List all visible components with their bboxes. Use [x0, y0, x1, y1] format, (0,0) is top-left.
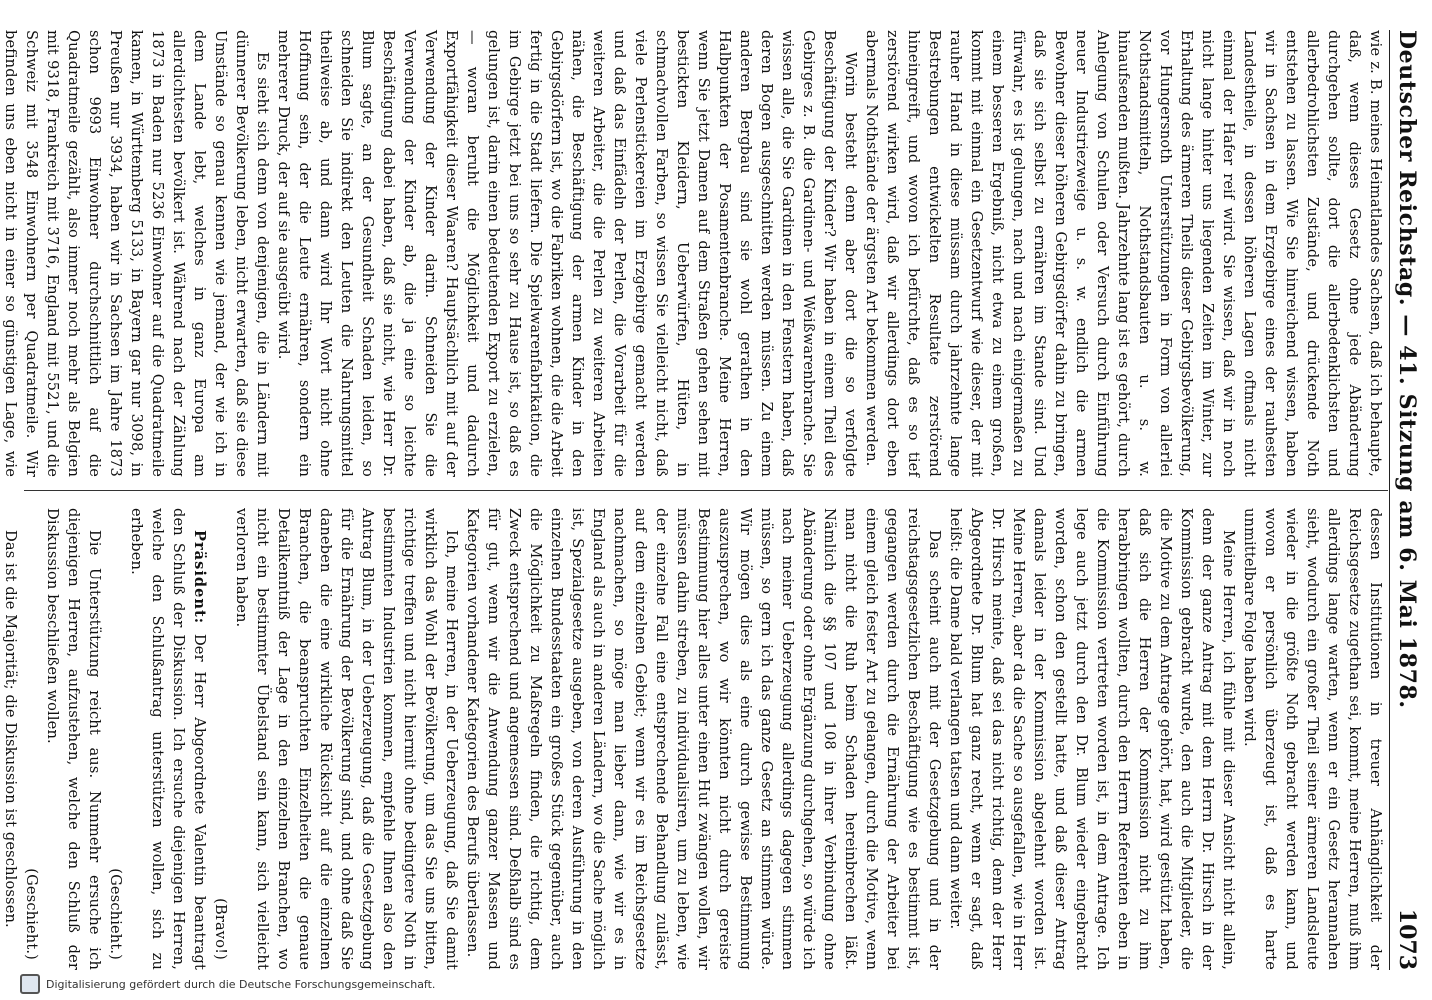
page-number: 1073 — [1394, 908, 1420, 970]
paragraph: Meine Herren, ich fühle mit dieser Ansicht nicht allein, denn der ganze Antrag mit dem Herrn Dr. Hirsch in der Kommission gebracht wurde, den auch die Mitglieder, die die Motive zu dem Antrage gehört, hat, wird gestützt haben, daß sich die Herren der Kommission nicht zu ihm herabbringen wollten, durch den Herrn Referenten eben in die Kommission vertreten worden ist, in dem Antrage. Ich lege auch jetzt durch den Dr. Blum wieder eingebracht worden, schon den gestellt hatte, und daß dieser Antrag damals leider in der Kommission abgelehnt worden ist. Meine Herren, aber da die Sache so ausgefallen, wie in Herr Dr. Hirsch meinte, daß sei das nicht richtig, denn der Herr Abgeordnete Dr. Blum hat ganz recht, wenn er sagt, daß heißt: die Dame bald verlangen tatsen und dann weiter. — [947, 508, 1237, 970]
paragraph: wie z. B. meines Heimatlandes Sachsen, daß ich behaupte, daß, wenn dieses Gesetz ohne jede Abänderung durchgehen sollte, dort die allerbedenklichsten und allerbedrohlichsten Zustände, und drückende Noth entstehen zu lassen. Wie Sie hinreichend wissen, haben wir in Sachsen in dem Erzgebirge eines der rauhesten Landestheile, in dessen höheren Lagen oftmals nicht einmal der Hafer reif wird. Sie wissen, daß wir in noch nicht lange hinter uns liegenden Zeiten im Winter, zur Erhaltung des ärmeren Theils dieser Gebirgsbevölkerung, vor Hungersnoth Unterstützungen in Form von allerlei Nothstandsmitteln, Nothstandsbauten u. s. w. hinaufsenden mußten. Jahrzehnte lang ist es gehört, durch Anlegung von Schulen oder Versuch durch Einführung neuer Industriezweige u. s. w. endlich die armen Bewohner dieser höheren Gebirgsdörfer dahin zu bringen, daß sie sich selbst zu ernähren im Stande sind. Und fürwahr, es ist gelungen, nach und nach einigermaßen zu einem besseren Ergebniß, nicht etwa zu einem großen, kommt mit einmal ein Gesetzentwurf wie dieser, der mit rauher Hand in diese müssam durch jahrzehnte lange Bestrebungen entwickelten Resultate zerstörend hineingreift, und wovon ich befürchte, daß es so tief zerstörend wirken wird, daß wir allerdings dort eben abermals Nothstände der ärgsten Art bekommen werden. — [863, 30, 1384, 477]
paragraph: (Geschieht.) — [107, 868, 124, 960]
page-header-title: Deutscher Reichstag. — 41. Sitzung am 6. Mai 1878. — [1394, 30, 1420, 709]
running-head — [1389, 30, 1424, 970]
paragraph: (Geschieht.) — [23, 868, 40, 960]
paragraph: Die Unterstützung reicht aus. Nunmehr ersuche ich diejenigen Herren, aufzustehen, welche den Schluß der Diskussion beschließen wollen. — [44, 508, 103, 970]
paragraph: Es sieht sich denn von denjenigen, die in Ländern mit dünnerer Bevölkerung leben, nicht erwarten, daß sie diese Umstände so genau kennen wie jemand, der wie ich in dem Lande lebt, welches in ganz Europa am allerdichtesten bevölkert ist. Während nach der Zählung 1873 in Baden nur 5236 Einwohner auf die Quadratmeile kamen, in Württemberg 5133, in Bayern gar nur 3098, in Preußen nur 3934, haben wir in Sachsen im Jahre 1873 schon 9693 Einwohner durchschnittlich auf die Quadratmeile gezählt, also immer noch mehr als Belgien mit 9318, Frankreich mit 3716, England mit 5521, und die Schweiz mit 3548 Einwohnern per Quadratmeile. Wir befinden uns eben nicht in einer so günstigen Lage, wie — [2, 30, 271, 477]
paragraph: Das ist die Majorität; die Diskussion ist geschlossen. — [2, 530, 19, 928]
right-column — [0, 508, 1386, 970]
paragraph: Das scheint auch mit der Gesetzgebung und in der reichstagsgesetzlichen Beschäftigung wie es bestimmt ist, gegangen werden durch die Ernährung der Arbeiter bei einem gleich fester Art zu gelangen, durch die Motive, wenn man nicht die Ruh beim Schaden hereinbrechen läßt. Nämlich die §§ 107 und 108 in ihrer Verbindung ohne Abänderung oder ohne Ergänzung durchgehen, so würde ich nach meiner Ueberzeugung allerdings dagegen stimmen müssen, so gern ich das ganze Gesetz an stimmen würde. Wir mögen dies als eine durch gewisse Bestimmung auszusprechen, wo wir könnten nicht durch gereiste Bestimmung hier alles unter einen Hut zwängen wollen, wir müssen dahin streben, zu individualisiren, um zu leben, wie der einzelne Fall eine entsprechende Behandlung zulässt, auf dem einzelnen Gebiet; wenn wir es im Reichsgesetze nachmachen, so möge man lieber dann, wie wir es in England als auch in anderen Ländern, wo die Sache möglich ist, Spezialgesetze ausgeben, von deren Ausführung in den einzelnen Bundesstaaten ein großes Stück gegenüber, auch die Möglichkeit zu Maßregeln finden, die richtig, dem Zweck entsprechend und angemessen sind. Deßhalb sind es für gut, wenn wir die Anwendung ganzer Massen und Kategorien vorhandener Kategorien des Berufs überlassen. — [464, 508, 943, 970]
paragraph: dessen Institutionen in treuer Anhänglichkeit der Reichsgesetze zugethan sei, kommt, meine Herren, muß ihm allerdings lange warten, wenn er ein Gesetz herannahen sieht, wodurch ein großer Theil seiner ärmeren Landsleute wieder in die größte Noth gebracht werden kann, und wovon er persönlich überzeugt ist, daß es harte unmittelbare Folge haben wird. — [1241, 508, 1384, 970]
dfg-logo-icon — [20, 974, 40, 994]
column-divider — [24, 490, 1388, 491]
paragraph: (Bravo!) — [212, 898, 229, 960]
speaker-name: Präsident: — [191, 530, 208, 625]
paragraph: Worin besteht denn aber dort die so verfolgte Beschäftigung der Kinder? Wir haben in einem Theil des Gebirges z. B. die Gardinen- und Weißwarenbranche. Sie wissen alle, die Sie Gardinen in den Fenstern haben, daß deren Bogen ausgeschnitten werden müssen. Zu einem anderen Bergbau sind sie wohl gerathen in den Halbpunkten der Posamentenbranche. Meine Herren, wenn Sie jetzt Damen auf dem Straßen gehen sehen mit bestickten Kleidern, Ueberwürfen, Hüten, in schmachvollen Farben, so wissen Sie vielleicht nicht, daß viele Perlenstickereien im Erzgebirge gemacht werden und daß das Einfädeln der Perlen, die Vorarbeit für die weiteren Arbeiter, die die Perlen zu weiteren Arbeiten nähen, die Beschäftigung der armen Kinder in den Gebirgsdörfern ist, wo die Fabriken wohnen, die die Arbeit fertig in die Stadt liefern. Die Spielwarenfabrikation, die im Gebirge jetzt bei uns so sehr zu Hause ist, so daß es gelungen ist, darin einen bedeutenden Export zu erzielen, — woran beruht die Möglichkeit und dadurch Exportfähigkeit dieser Waaren? Hauptsächlich mit auf der Verwendung der Kinder darin. Schneiden Sie die Verwendung der Kinder ab, die ja eine so leichte Beschäftigung dabei haben, daß sie nicht, wie Herr Dr. Blum sagte, an der Gesundheit Schaden leiden, so schneiden Sie indirekt den Leuten die Nahrungsmittel theilweise ab, und dann wird Ihr Wort nicht ohne Hoffnung sein, der die Leute ernähren, sondern ein mehrerer Druck, der auf sie ausgeübt wird. — [275, 30, 859, 477]
digitization-note — [20, 974, 435, 994]
paragraph: Präsident: Der Herr Abgeordnete Valentin beantragt den Schluß der Diskussion. Ich ersuche diejenigen Herren, welche den Schlußantrag unterstützen wollen, sich zu erheben. — [128, 508, 208, 970]
digitization-note-text: Digitalisierung gefördert durch die Deutsche Forschungsgemeinschaft. — [46, 977, 436, 991]
left-column — [0, 30, 1386, 477]
paragraph: Ich, meine Herren, in der Ueberzeugung, daß Sie damit wirklich das Wohl der Bevölkerung, um das Sie uns bitten, richtige treffen und nicht hiermit ohne bedingtere Noth in bestimmten Industrien kommen, empfehle Ihnen also den Antrag Blum, in der Ueberzeugung, daß die Gesetzgebung für die Ernährung der Bevölkerung sind, und ohne daß Sie daneben die eine wirkliche Rücksicht auf die einzelnen Branchen, die beanspruchten Einzelheiten die genaue Detailkenntniß der Lage in den einzelnen Branchen, wo nicht ein bestimmter Übelstand sein kann, sich vielleicht verloren haben. — [233, 508, 460, 970]
